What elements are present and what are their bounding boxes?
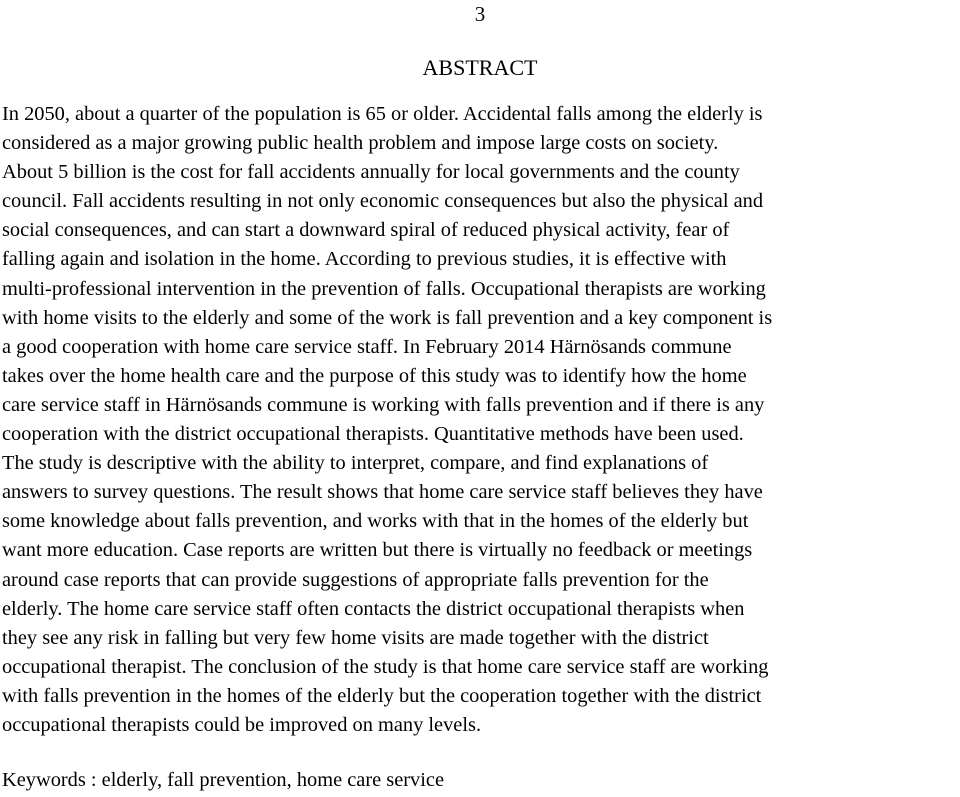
abstract-line: with home visits to the elderly and some of the work is fall prevention and a key component is — [2, 306, 773, 329]
page-number: 3 — [474, 2, 486, 26]
abstract-line: About 5 billion is the cost for fall accidents annually for local governments and the county — [2, 161, 740, 184]
abstract-line: multi-professional intervention in the prevention of falls. Occupational therapists are working — [2, 277, 766, 300]
abstract-line: occupational therapists could be improved on many levels. — [2, 713, 482, 736]
abstract-line: council. Fall accidents resulting in not only economic consequences but also the physical and — [2, 190, 764, 213]
abstract-line: with falls prevention in the homes of the elderly but the cooperation together with the district — [2, 684, 762, 707]
keywords-line: Keywords : elderly, fall prevention, home care service — [2, 769, 444, 791]
abstract-heading: ABSTRACT — [422, 55, 538, 80]
abstract-line: In 2050, about a quarter of the population is 65 or older. Accidental falls among the elderly is — [2, 103, 763, 125]
abstract-line: care service staff in Härnösands commune is working with falls prevention and if there is any — [2, 393, 765, 416]
abstract-line: considered as a major growing public health problem and impose large costs on society. — [2, 132, 719, 155]
abstract-line: social consequences, and can start a downward spiral of reduced physical activity, fear of — [2, 219, 730, 242]
abstract-line: want more education. Case reports are written but there is virtually no feedback or meetings — [2, 539, 753, 562]
abstract-line: around case reports that can provide suggestions of appropriate falls prevention for the — [2, 568, 709, 591]
abstract-line: cooperation with the district occupational therapists. Quantitative methods have been used. — [2, 423, 744, 446]
abstract-line: The study is descriptive with the ability to interpret, compare, and find explanations of — [2, 452, 709, 475]
abstract-body — [2, 100, 960, 740]
abstract-line: some knowledge about falls prevention, and works with that in the homes of the elderly but — [2, 510, 749, 533]
abstract-line: elderly. The home care service staff often contacts the district occupational therapists when — [2, 597, 745, 620]
abstract-line: they see any risk in falling but very few home visits are made together with the district — [2, 626, 709, 649]
abstract-line: answers to survey questions. The result shows that home care service staff believes they have — [2, 481, 763, 504]
abstract-line: takes over the home health care and the purpose of this study was to identify how the home — [2, 364, 747, 387]
abstract-line: a good cooperation with home care service staff. In February 2014 Härnösands commune — [2, 335, 732, 358]
abstract-line: falling again and isolation in the home. According to previous studies, it is effective with — [2, 248, 727, 271]
abstract-line: occupational therapist. The conclusion of the study is that home care service staff are working — [2, 655, 769, 678]
